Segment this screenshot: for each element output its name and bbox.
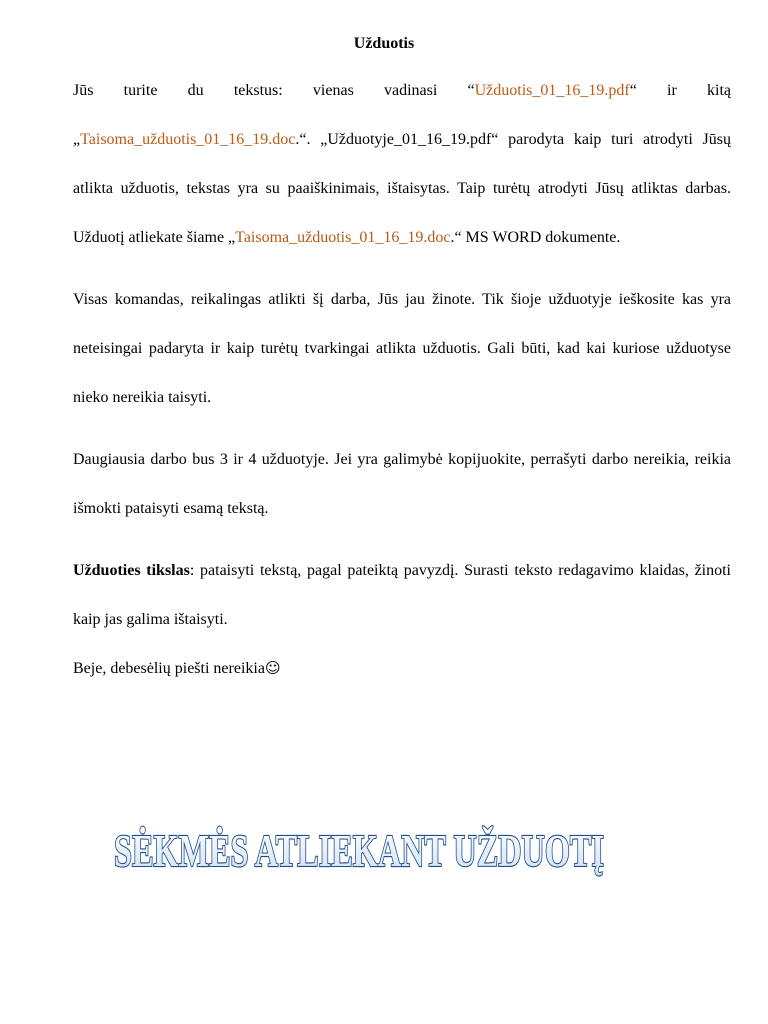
link-taisoma-doc[interactable]: Taisoma_užduotis_01_16_19.doc [80,131,296,148]
intro-text-2: “ ir kitą „ [73,82,732,148]
intro-text-3: .“. „Užduotyje_01_16_19.pdf“ parodyta kaip turi atrodyti Jūsų atlikta užduotis, tekstas yra su paaiškinimais, ištaisytas. Taip turėtų atrodyti Jūsų atliktas darbas. Užduotį atliekate šiame „ [73,131,731,246]
note-text: Beje, debesėlių piešti nereikia [73,660,265,677]
banner-text: SĖKMĖS ATLIEKANT UŽDUOTĮ [114,825,604,876]
document-body [73,66,731,693]
intro-text-1: Jūs turite du tekstus: vienas vadinasi “ [73,82,475,99]
document-title: Užduotis [353,35,415,52]
paragraph-commands: Visas komandas, reikalingas atlikti šį darba, Jūs jau žinote. Tik šioje užduotyje ieškosite kas yra neteisingai padaryta ir kaip turėtų tvarkingai atlikta užduotis. Gali būti, kad kai kuriose užduotyse nieko nereikia taisyti. [73,291,731,406]
intro-text-4: .“ MS WORD dokumente. [450,229,621,246]
smiley-icon: ☺ [264,659,281,677]
goal-text: : pataisyti tekstą, pagal pateiktą pavyzdį. Surasti teksto redagavimo klaidas, žinoti kaip jas galima ištaisyti. [73,562,732,628]
goal-label: Užduoties tikslas [73,562,190,579]
paragraph-intro [73,66,731,262]
paragraph-workload: Daugiausia darbo bus 3 ir 4 užduotyje. Jei yra galimybė kopijuokite, perrašyti darbo nereikia, reikia išmokti pataisyti esamą tekstą. [73,451,731,517]
link-taisoma-doc-2[interactable]: Taisoma_užduotis_01_16_19.doc [235,229,451,246]
wordart-banner [110,798,610,888]
link-uzduotis-pdf[interactable]: Užduotis_01_16_19.pdf [474,82,630,99]
paragraph-note [73,657,731,680]
paragraph-goal [73,546,731,644]
